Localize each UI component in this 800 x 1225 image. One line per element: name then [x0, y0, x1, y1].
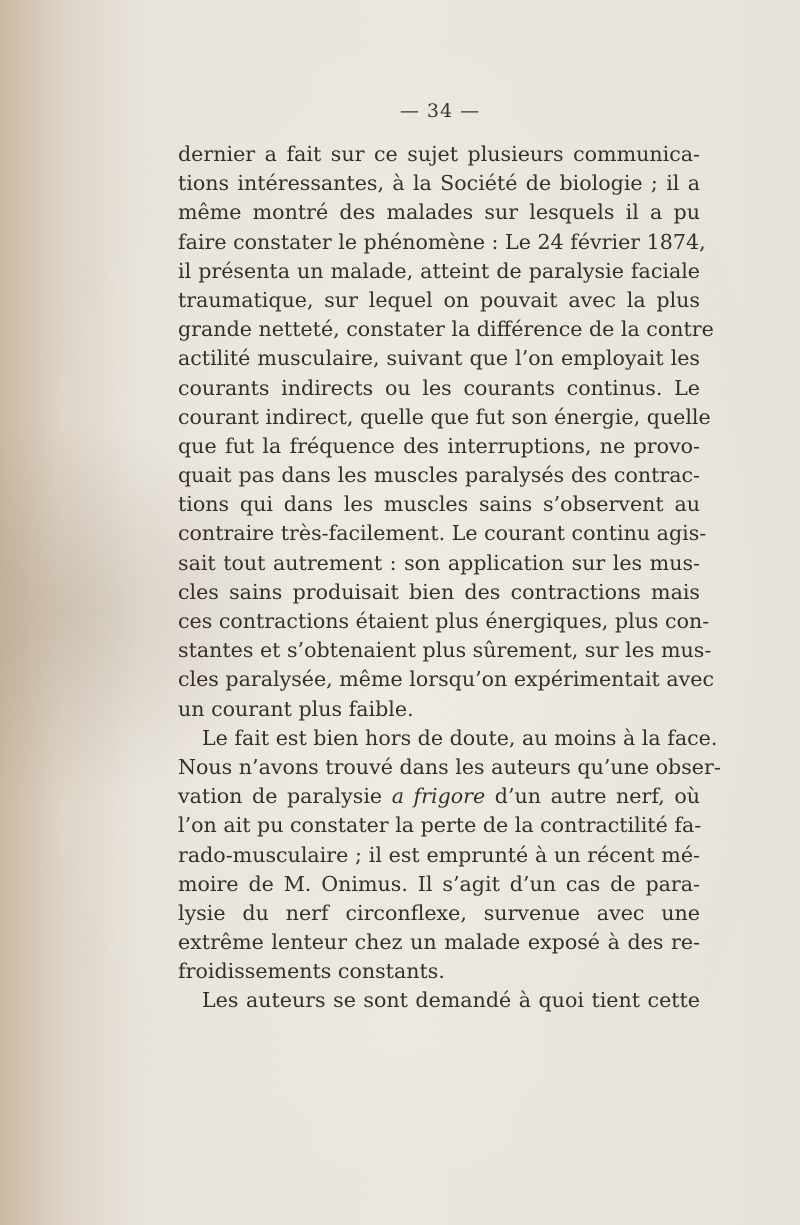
text-line: extrême lenteur chez un malade exposé à des re-: [178, 930, 700, 955]
text-line: cles sains produisait bien des contractions mais: [178, 579, 700, 604]
text-line: lysie du nerf circonflexe, survenue avec une: [178, 900, 700, 925]
text-line: moire de M. Onimus. Il s’agit d’un cas de para-: [178, 871, 700, 896]
text-line: [178, 782, 700, 811]
italic-phrase: a frigore: [391, 784, 486, 809]
text-line: froidissements constants.: [178, 959, 445, 984]
text-line: un courant plus faible.: [178, 696, 414, 721]
text-line: actilité musculaire, suivant que l’on employait les: [178, 346, 700, 371]
text-line: Les auteurs se sont demandé à quoi tient cette: [202, 988, 700, 1013]
text-line: sait tout autrement : son application sur les mus-: [178, 550, 700, 575]
text-line: il présenta un malade, atteint de paralysie faciale: [178, 258, 700, 283]
text-segment: vation de paralysie: [178, 784, 392, 809]
text-line: Le fait est bien hors de doute, au moins à la face.: [202, 725, 718, 750]
text-line: grande netteté, constater la différence de la contre: [178, 317, 714, 342]
text-line: faire constater le phénomène : Le 24 février 1874,: [178, 229, 706, 254]
text-line: même montré des malades sur lesquels il a pu: [178, 200, 700, 225]
text-line: Nous n’avons trouvé dans les auteurs qu’une obser-: [178, 754, 721, 779]
text-segment: d’un autre nerf, où: [485, 784, 701, 809]
text-line: rado-musculaire ; il est emprunté à un récent mé-: [178, 842, 700, 867]
text-line: traumatique, sur lequel on pouvait avec la plus: [178, 287, 700, 312]
text-line: quait pas dans les muscles paralysés des contrac-: [178, 463, 700, 488]
text-line: tions intéressantes, à la Société de biologie ; il a: [178, 171, 700, 196]
text-line: tions qui dans les muscles sains s’observent au: [178, 492, 700, 517]
page-number: — 34 —: [399, 100, 481, 122]
body-text: [178, 140, 721, 1016]
text-line: courant indirect, quelle que fut son énergie, quelle: [178, 404, 711, 429]
text-line: stantes et s’obtenaient plus sûrement, sur les mus-: [178, 638, 712, 663]
text-line: l’on ait pu constater la perte de la contractilité fa-: [178, 813, 702, 838]
text-line: dernier a fait sur ce sujet plusieurs communica-: [178, 142, 700, 166]
text-line: courants indirects ou les courants continus. Le: [178, 375, 700, 400]
text-line: cles paralysée, même lorsqu’on expérimentait avec: [178, 667, 715, 692]
text-line: ces contractions étaient plus énergiques, plus con-: [178, 609, 710, 633]
text-line: que fut la fréquence des interruptions, ne provo-: [178, 433, 700, 458]
text-line: contraire très-facilement. Le courant continu agis-: [178, 521, 707, 546]
